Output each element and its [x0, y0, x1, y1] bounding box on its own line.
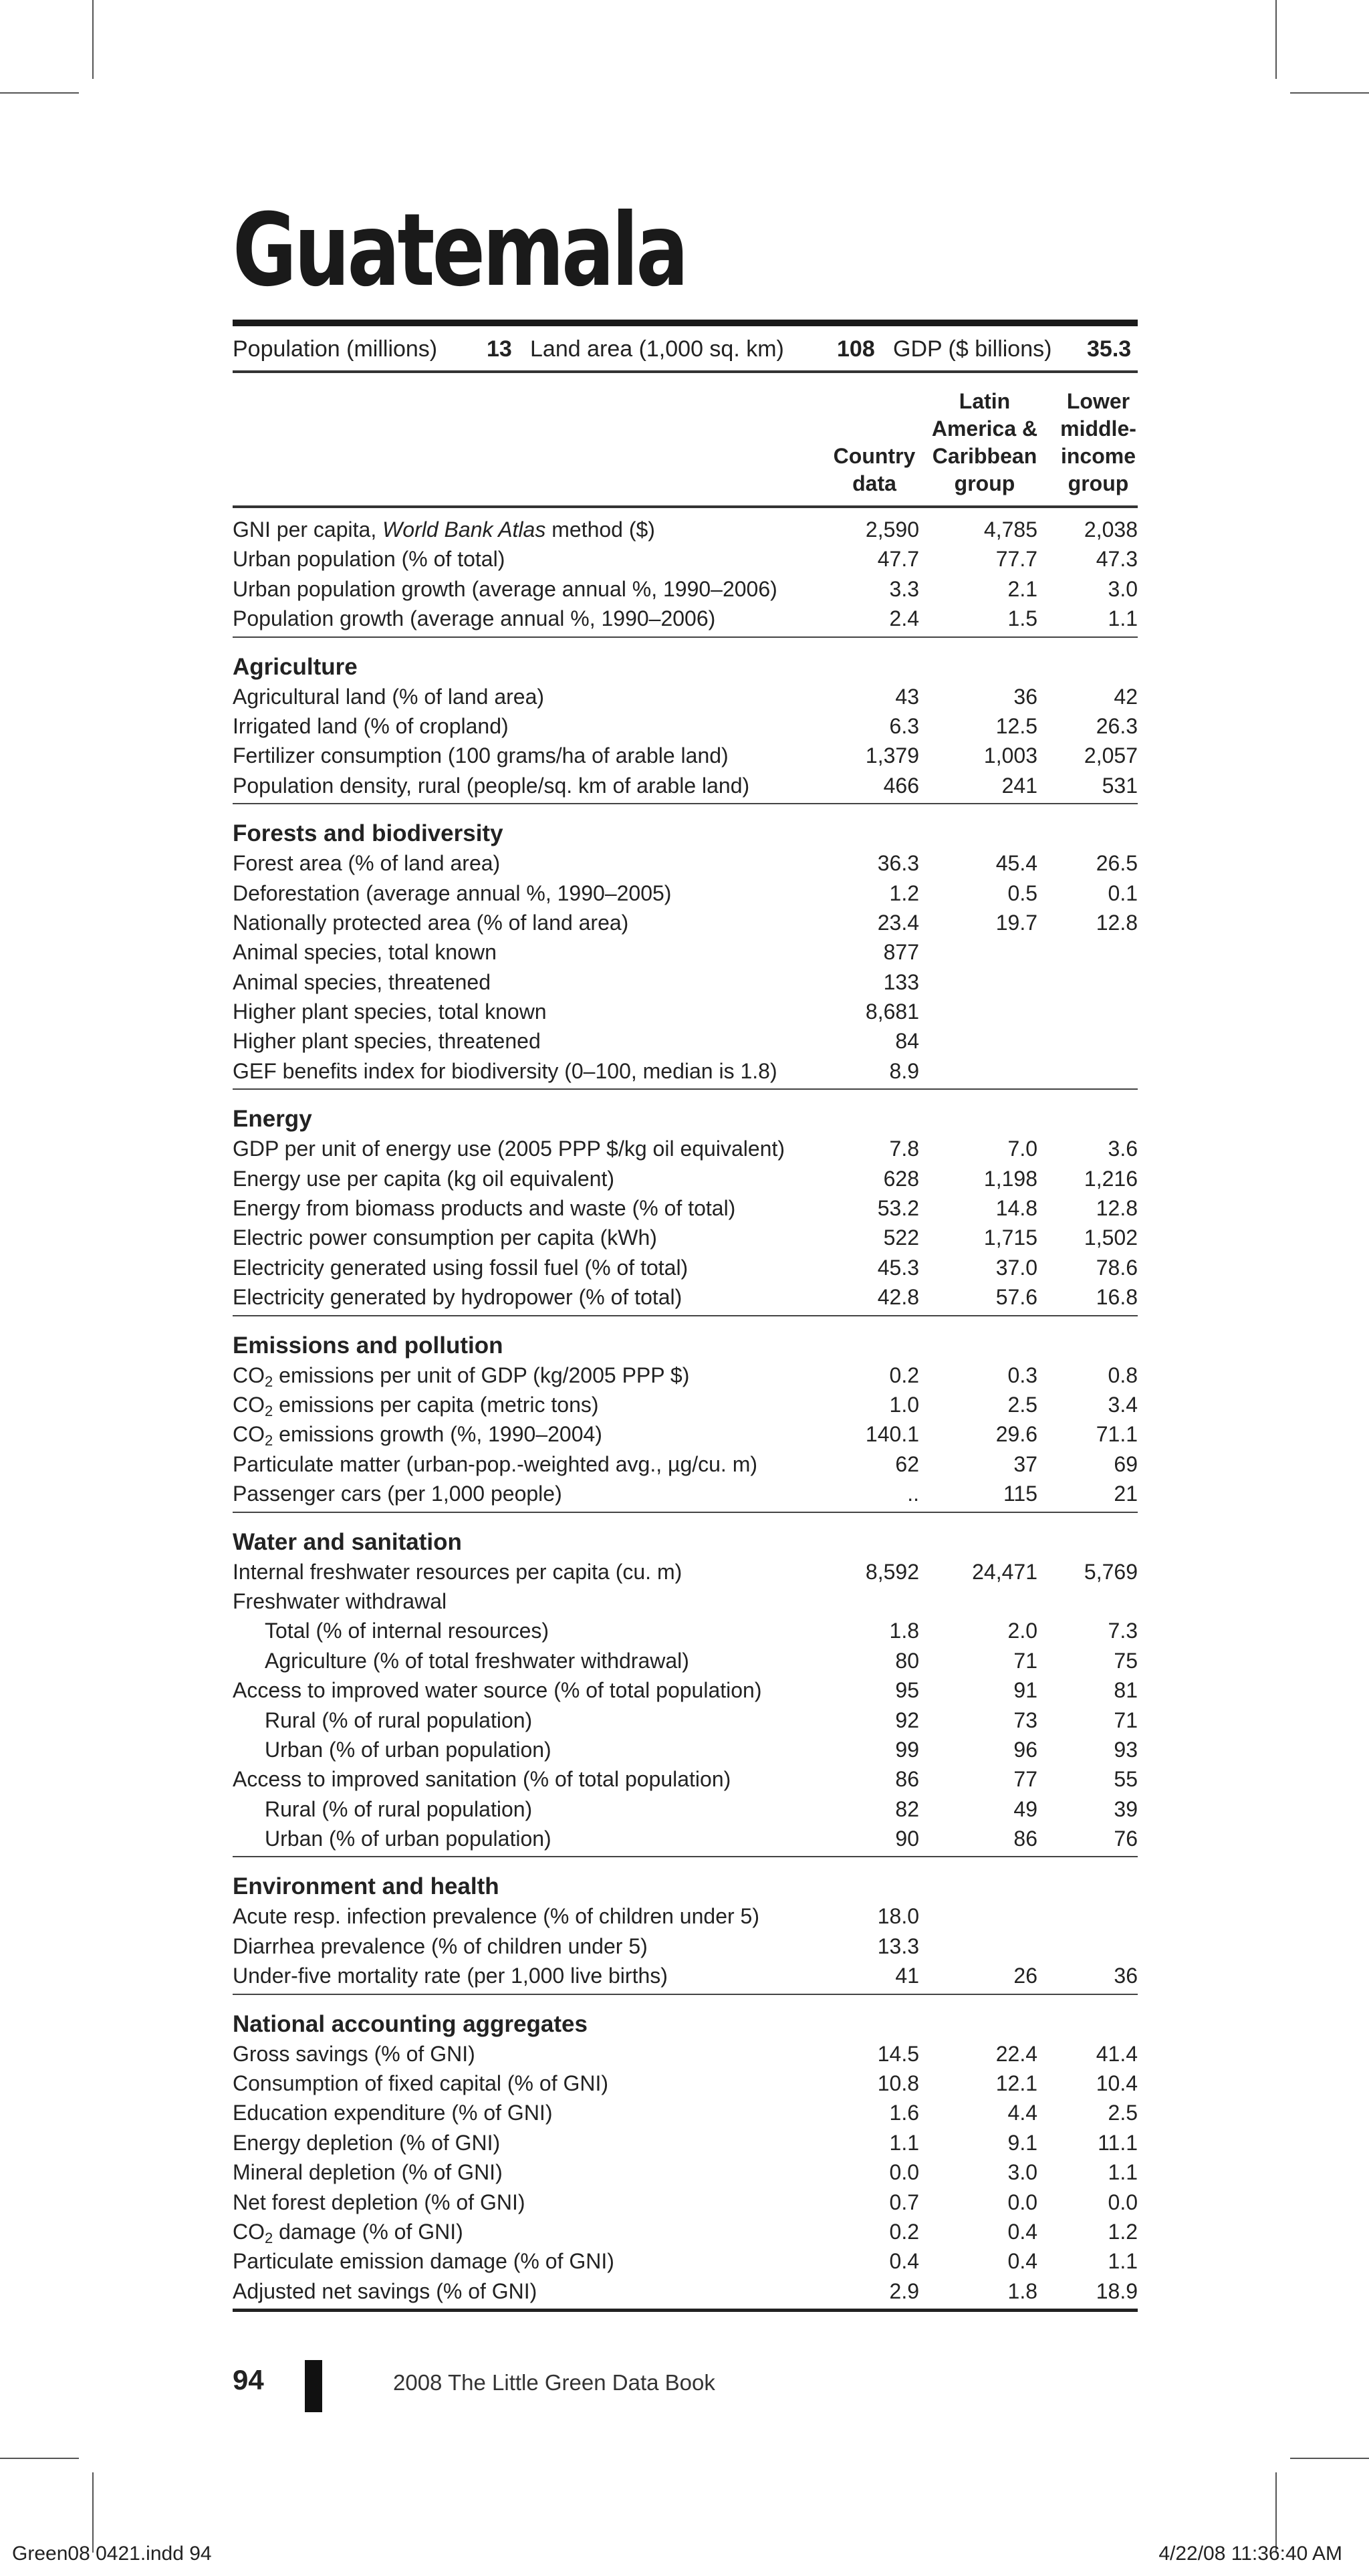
value-country: 14.5: [877, 2041, 919, 2066]
value-country: 0.2: [889, 1363, 919, 1387]
value-lmic: 36: [1114, 1964, 1138, 1988]
section-heading: Emissions and pollution: [233, 1332, 503, 1359]
col-header-latam: Latin America & Caribbean group: [931, 389, 1038, 495]
value-lmic: 11.1: [1098, 2130, 1138, 2155]
value-country: 42.8: [877, 1285, 919, 1310]
table-row: [233, 544, 1138, 574]
value-lmic: 10.4: [1096, 2071, 1138, 2096]
table-row: [233, 741, 1138, 770]
value-lmic: 3.4: [1108, 1392, 1138, 1417]
population-label: Population (millions): [233, 336, 438, 362]
row-label: Energy use per capita (kg oil equivalent): [233, 1166, 614, 1191]
table-row: [233, 1479, 1138, 1508]
row-label: Urban population growth (average annual %, 1990–2006): [233, 576, 777, 601]
value-latam: 91: [1013, 1678, 1037, 1703]
row-label: Electric power consumption per capita (kWh): [233, 1225, 657, 1250]
row-label: $CO_2$ emissions growth (%, 1990–2004): [233, 1422, 602, 1449]
value-latam: 4.4: [1007, 2101, 1037, 2125]
table-row: [233, 908, 1138, 937]
value-country: 2.9: [889, 2278, 919, 2303]
value-latam: 29.6: [995, 1422, 1037, 1447]
value-lmic: 81: [1114, 1678, 1138, 1703]
row-label: Consumption of fixed capital (% of GNI): [233, 2071, 609, 2096]
table-row: [233, 2128, 1138, 2157]
value-latam: 86: [1013, 1827, 1037, 1851]
value-latam: 45.4: [995, 851, 1037, 876]
row-label: GDP per unit of energy use (2005 PPP $/kg oil equivalent): [233, 1137, 785, 1161]
row-label: Animal species, total known: [233, 940, 497, 965]
population-value: 13: [487, 336, 512, 362]
value-country: 13.3: [877, 1934, 919, 1958]
value-country: 80: [895, 1648, 919, 1673]
row-label: Acute resp. infection prevalence (% of children under 5): [233, 1904, 759, 1929]
row-label: $CO_2$ damage (% of GNI): [233, 2219, 463, 2246]
book-title: 2008 The Little Green Data Book: [393, 2370, 715, 2395]
value-country: 1,379: [865, 743, 919, 768]
table-row: [233, 1253, 1138, 1282]
value-latam: 241: [1001, 773, 1037, 798]
table-row: [233, 515, 1138, 544]
row-label: GNI per capita, World Bank Atlas method ($): [233, 517, 655, 542]
table-row: [233, 1931, 1138, 1961]
top-rule: [233, 320, 1138, 326]
value-country: 522: [883, 1225, 919, 1250]
value-country: 36.3: [877, 851, 919, 876]
value-latam: 24,471: [972, 1559, 1037, 1584]
value-country: 2,590: [865, 517, 919, 542]
value-lmic: 18.9: [1096, 2278, 1138, 2303]
gdp-value: 35.3: [1087, 336, 1132, 362]
value-country: 877: [883, 940, 919, 965]
row-label: Net forest depletion (% of GNI): [233, 2190, 525, 2214]
value-latam: 12.1: [995, 2071, 1037, 2096]
value-country: 82: [895, 1796, 919, 1821]
value-country: 1.2: [889, 881, 919, 905]
row-label: Energy depletion (% of GNI): [233, 2130, 501, 2155]
value-lmic: 42: [1114, 684, 1138, 709]
table-row: [233, 879, 1138, 908]
value-country: 8,592: [865, 1559, 919, 1584]
value-lmic: 1.1: [1108, 2249, 1138, 2274]
value-country: 140.1: [865, 1422, 919, 1447]
value-latam: 0.0: [1007, 2190, 1037, 2214]
value-latam: 4,785: [983, 517, 1037, 542]
value-latam: 0.5: [1007, 881, 1037, 905]
value-lmic: 1,502: [1084, 1225, 1138, 1250]
value-country: 47.7: [877, 547, 919, 572]
row-label: Energy from biomass products and waste (% of total): [233, 1196, 736, 1221]
value-country: 95: [895, 1678, 919, 1703]
row-label: Urban population (% of total): [233, 547, 505, 572]
header-rule: [233, 505, 1138, 508]
value-latam: 12.5: [995, 713, 1037, 738]
table-row: [233, 1390, 1138, 1419]
section-heading: Water and sanitation: [233, 1528, 462, 1555]
value-latam: 26: [1013, 1964, 1037, 1988]
value-country: 8.9: [889, 1058, 919, 1083]
page-marker-bar: [305, 2360, 322, 2412]
table-row: [233, 997, 1138, 1026]
value-country: 1.0: [889, 1392, 919, 1417]
table-row: [233, 2039, 1138, 2069]
crop-mark: [0, 92, 79, 94]
value-latam: 2.0: [1007, 1619, 1037, 1643]
row-label: Particulate matter (urban-pop.-weighted avg., µg/cu. m): [233, 1451, 758, 1476]
table-row: [233, 1961, 1138, 1990]
row-label: Total (% of internal resources): [265, 1619, 549, 1643]
value-lmic: 21: [1114, 1482, 1138, 1506]
row-label: Agricultural land (% of land area): [233, 684, 545, 709]
value-lmic: 71.1: [1096, 1422, 1138, 1447]
row-label: GEF benefits index for biodiversity (0–100, median is 1.8): [233, 1058, 777, 1083]
value-latam: 1,198: [983, 1166, 1037, 1191]
summary-bar: [233, 330, 1138, 368]
value-lmic: 39: [1114, 1796, 1138, 1821]
table-row: [233, 604, 1138, 633]
value-lmic: 47.3: [1096, 547, 1138, 572]
row-label: Access to improved water source (% of total population): [233, 1678, 762, 1703]
table-row: [233, 1282, 1138, 1312]
value-country: 133: [883, 969, 919, 994]
table-row: [233, 1675, 1138, 1705]
crop-mark: [1290, 2458, 1369, 2459]
col-header-lmic: Lower middle- income group: [1060, 389, 1136, 495]
value-country: 84: [895, 1029, 919, 1054]
row-label: $CO_2$ emissions per capita (metric tons): [233, 1392, 599, 1419]
value-country: 1.6: [889, 2101, 919, 2125]
table-row: [233, 2217, 1138, 2246]
value-latam: 9.1: [1007, 2130, 1037, 2155]
table-row: [233, 1026, 1138, 1056]
value-latam: 7.0: [1007, 1137, 1037, 1161]
value-latam: 1.5: [1007, 606, 1037, 631]
table-section: [233, 653, 1138, 805]
value-country: 18.0: [877, 1904, 919, 1929]
value-lmic: 69: [1114, 1451, 1138, 1476]
row-label: Higher plant species, threatened: [233, 1029, 541, 1054]
value-latam: 49: [1013, 1796, 1037, 1821]
value-country: 53.2: [877, 1196, 919, 1221]
table-section: [233, 1104, 1138, 1316]
value-lmic: 2,057: [1084, 743, 1138, 768]
row-label: Mineral depletion (% of GNI): [233, 2160, 503, 2185]
value-latam: 37.0: [995, 1255, 1037, 1280]
row-label: Agriculture (% of total freshwater withdrawal): [265, 1648, 689, 1673]
value-lmic: 3.6: [1108, 1137, 1138, 1161]
value-lmic: 12.8: [1096, 910, 1138, 935]
table-row: [233, 1449, 1138, 1479]
value-lmic: 76: [1114, 1827, 1138, 1851]
page-footer: [233, 2360, 1138, 2400]
row-label: Under-five mortality rate (per 1,000 live births): [233, 1964, 668, 1988]
value-lmic: 78.6: [1096, 1255, 1138, 1280]
table-row: [233, 682, 1138, 711]
value-lmic: 1.1: [1108, 606, 1138, 631]
value-country: 466: [883, 773, 919, 798]
table-row: [233, 771, 1138, 800]
value-latam: 22.4: [995, 2041, 1037, 2066]
row-label: Gross savings (% of GNI): [233, 2041, 475, 2066]
table-row: [233, 1557, 1138, 1587]
table-row: [233, 574, 1138, 604]
value-country: 3.3: [889, 576, 919, 601]
table-row: [233, 1735, 1138, 1764]
row-label: Freshwater withdrawal: [233, 1589, 447, 1613]
slug-timestamp: 4/22/08 11:36:40 AM: [1158, 2543, 1342, 2565]
value-country: 62: [895, 1451, 919, 1476]
value-lmic: 26.5: [1096, 851, 1138, 876]
table-row: [233, 1901, 1138, 1931]
value-country: 628: [883, 1166, 919, 1191]
table-section: [233, 1528, 1138, 1858]
value-country: 1.8: [889, 1619, 919, 1643]
row-label: Rural (% of rural population): [265, 1708, 533, 1732]
section-heading: National accounting aggregates: [233, 2010, 588, 2037]
table-row: [233, 1764, 1138, 1794]
value-lmic: 0.1: [1108, 881, 1138, 905]
page-number: 94: [233, 2364, 264, 2395]
row-label: Irrigated land (% of cropland): [233, 713, 509, 738]
table-section: [233, 515, 1138, 638]
table-row: [233, 2246, 1138, 2276]
row-label: Deforestation (average annual %, 1990–2005): [233, 881, 672, 905]
indicator-table: [233, 515, 1138, 2327]
value-latam: 0.4: [1007, 2249, 1037, 2274]
value-country: 6.3: [889, 713, 919, 738]
value-latam: 0.4: [1007, 2219, 1037, 2244]
row-label: Particulate emission damage (% of GNI): [233, 2249, 614, 2274]
value-country: 92: [895, 1708, 919, 1732]
row-label: Education expenditure (% of GNI): [233, 2101, 553, 2125]
table-row: [233, 2188, 1138, 2217]
row-label: Passenger cars (per 1,000 people): [233, 1482, 562, 1506]
table-row: [233, 1419, 1138, 1449]
table-section: [233, 1331, 1138, 1513]
value-country: 41: [895, 1964, 919, 1988]
value-latam: 1,003: [983, 743, 1037, 768]
section-heading: Forests and biodiversity: [233, 820, 503, 847]
table-row: [233, 1794, 1138, 1824]
value-lmic: 26.3: [1096, 713, 1138, 738]
value-latam: 36: [1013, 684, 1037, 709]
table-row: [233, 1361, 1138, 1390]
value-country: 0.4: [889, 2249, 919, 2274]
value-country: 86: [895, 1767, 919, 1792]
section-heading: Environment and health: [233, 1873, 499, 1900]
summary-rule: [233, 370, 1138, 373]
value-lmic: 5,769: [1084, 1559, 1138, 1584]
value-country: 90: [895, 1827, 919, 1851]
value-country: 7.8: [889, 1137, 919, 1161]
value-country: 10.8: [877, 2071, 919, 2096]
value-country: 23.4: [877, 910, 919, 935]
value-lmic: 3.0: [1108, 576, 1138, 601]
value-latam: 1.8: [1007, 2278, 1037, 2303]
value-lmic: 41.4: [1096, 2041, 1138, 2066]
value-lmic: 2.5: [1108, 2101, 1138, 2125]
row-label: Access to improved sanitation (% of total population): [233, 1767, 731, 1792]
value-latam: 71: [1013, 1648, 1037, 1673]
value-country: 43: [895, 684, 919, 709]
crop-mark: [1275, 0, 1277, 79]
value-lmic: 12.8: [1096, 1196, 1138, 1221]
value-lmic: 55: [1114, 1767, 1138, 1792]
value-lmic: 75: [1114, 1648, 1138, 1673]
table-row: [233, 711, 1138, 741]
value-country: 2.4: [889, 606, 919, 631]
table-row: [233, 1223, 1138, 1252]
crop-mark: [0, 2458, 79, 2459]
value-latam: 77.7: [995, 547, 1037, 572]
row-label: Rural (% of rural population): [265, 1796, 533, 1821]
table-row: [233, 1056, 1138, 1086]
value-latam: 115: [1003, 1482, 1037, 1506]
value-country: 0.0: [889, 2160, 919, 2185]
table-row: [233, 937, 1138, 967]
value-lmic: 16.8: [1096, 1285, 1138, 1310]
table-row: [233, 1164, 1138, 1193]
table-row: [233, 967, 1138, 997]
row-label: $CO_2$ emissions per unit of GDP (kg/2005 PPP $): [233, 1363, 690, 1390]
col-header-country: Country data: [833, 444, 916, 495]
table-row: [233, 1616, 1138, 1645]
land-value: 108: [837, 336, 875, 362]
row-label: Diarrhea prevalence (% of children under 5): [233, 1934, 648, 1958]
value-latam: 0.3: [1007, 1363, 1037, 1387]
value-lmic: 93: [1114, 1737, 1138, 1762]
row-label: Higher plant species, total known: [233, 1000, 547, 1024]
value-country: 45.3: [877, 1255, 919, 1280]
value-latam: 19.7: [995, 910, 1037, 935]
value-country: 1.1: [889, 2130, 919, 2155]
row-label: Urban (% of urban population): [265, 1827, 551, 1851]
row-label: Electricity generated by hydropower (% of total): [233, 1285, 682, 1310]
value-country: 99: [895, 1737, 919, 1762]
gdp-label: GDP ($ billions): [893, 336, 1052, 362]
row-label: Nationally protected area (% of land area): [233, 910, 629, 935]
value-latam: 2.5: [1007, 1392, 1037, 1417]
row-label: Forest area (% of land area): [233, 851, 501, 876]
table-row: [233, 1824, 1138, 1853]
row-label: Population density, rural (people/sq. km of arable land): [233, 773, 750, 798]
value-latam: 2.1: [1007, 576, 1037, 601]
row-label: Internal freshwater resources per capita (cu. m): [233, 1559, 682, 1584]
country-title: Guatemala: [233, 193, 687, 309]
value-latam: 77: [1013, 1767, 1037, 1792]
table-row: [233, 1587, 1138, 1616]
table-row: [233, 1193, 1138, 1223]
table-section: [233, 1872, 1138, 1994]
row-label: Animal species, threatened: [233, 969, 491, 994]
value-latam: 96: [1013, 1737, 1037, 1762]
value-lmic: 1,216: [1084, 1166, 1138, 1191]
value-lmic: 1.2: [1108, 2219, 1138, 2244]
table-row: [233, 2069, 1138, 2098]
crop-mark: [1290, 92, 1369, 94]
table-row: [233, 1134, 1138, 1163]
section-heading: Energy: [233, 1106, 312, 1133]
value-latam: 1,715: [983, 1225, 1037, 1250]
value-lmic: 2,038: [1084, 517, 1138, 542]
value-lmic: 71: [1114, 1708, 1138, 1732]
value-lmic: 0.0: [1108, 2190, 1138, 2214]
value-country: 0.7: [889, 2190, 919, 2214]
value-latam: 57.6: [995, 1285, 1037, 1310]
row-label: Urban (% of urban population): [265, 1737, 551, 1762]
table-section: [233, 819, 1138, 1090]
table-row: [233, 848, 1138, 878]
value-lmic: 531: [1102, 773, 1138, 798]
row-label: Fertilizer consumption (100 grams/ha of arable land): [233, 743, 729, 768]
table-row: [233, 2157, 1138, 2187]
table-section: [233, 2010, 1138, 2313]
table-row: [233, 1646, 1138, 1675]
value-country: 0.2: [889, 2219, 919, 2244]
value-lmic: 7.3: [1108, 1619, 1138, 1643]
table-row: [233, 2276, 1138, 2306]
value-latam: 73: [1013, 1708, 1037, 1732]
table-row: [233, 1706, 1138, 1735]
table-row: [233, 2098, 1138, 2127]
land-label: Land area (1,000 sq. km): [530, 336, 784, 362]
crop-mark: [92, 0, 94, 79]
slug-file: Green08 0421.indd 94: [12, 2543, 212, 2565]
section-heading: Agriculture: [233, 653, 358, 680]
value-lmic: 0.8: [1108, 1363, 1138, 1387]
value-country: 8,681: [865, 1000, 919, 1024]
row-label: Electricity generated using fossil fuel (% of total): [233, 1255, 689, 1280]
row-label: Adjusted net savings (% of GNI): [233, 2278, 537, 2303]
value-latam: 37: [1013, 1451, 1037, 1476]
value-lmic: 1.1: [1108, 2160, 1138, 2185]
row-label: Population growth (average annual %, 1990–2006): [233, 606, 716, 631]
value-latam: 14.8: [995, 1196, 1037, 1221]
value-latam: 3.0: [1007, 2160, 1037, 2185]
value-country: ..: [907, 1482, 919, 1506]
